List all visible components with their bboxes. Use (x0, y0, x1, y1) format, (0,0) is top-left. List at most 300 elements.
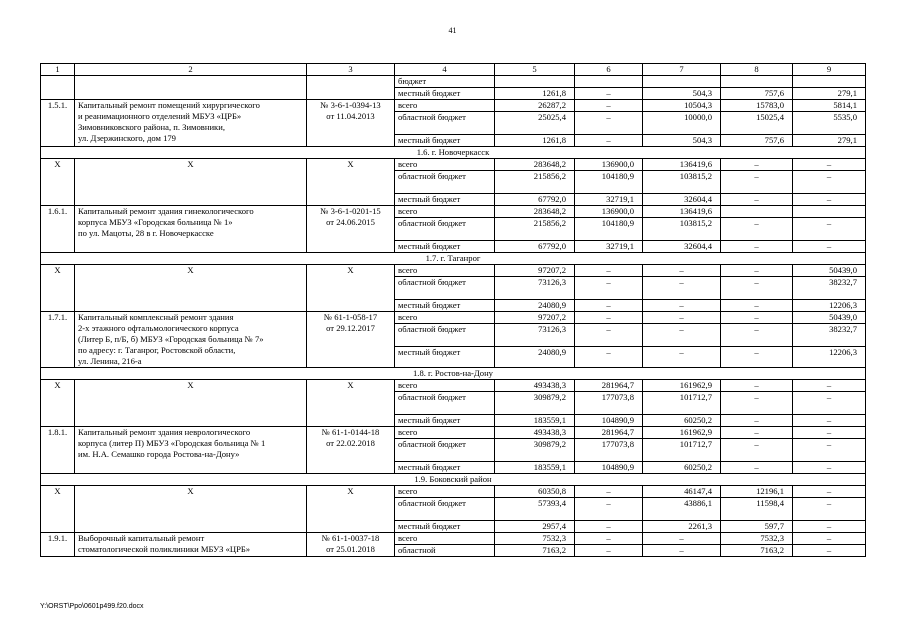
value-cell (575, 265, 643, 312)
funding-type: областной бюджет (395, 323, 494, 346)
section-title: 1.9. Боковский район (41, 474, 866, 486)
value: – (721, 193, 792, 205)
value: – (721, 299, 792, 311)
value-cell (643, 76, 721, 100)
value: – (721, 391, 792, 414)
value-cell (721, 76, 793, 100)
column-header: 9 (793, 64, 866, 76)
value-cell (575, 206, 643, 253)
funding-type-cell (395, 380, 495, 427)
value: 279,1 (793, 87, 865, 99)
value: 26287,2 (538, 100, 566, 110)
value-cell (721, 486, 793, 533)
value-cell (721, 206, 793, 253)
value: 12206,3 (793, 299, 865, 311)
value-cell (495, 206, 575, 253)
value: 97207,2 (538, 265, 566, 275)
value: – (575, 299, 642, 311)
value: – (754, 312, 759, 322)
page-number: 41 (448, 26, 457, 35)
value: 101712,7 (643, 391, 720, 414)
value: – (793, 217, 865, 240)
value: 60250,2 (643, 414, 720, 426)
value: 104890,9 (575, 461, 642, 473)
document-cell (307, 159, 395, 206)
value: 136419,6 (679, 159, 712, 169)
value: – (754, 427, 759, 437)
value: 10504,3 (684, 100, 712, 110)
value: – (721, 170, 792, 193)
value-cell (495, 427, 575, 474)
value: 101712,7 (643, 438, 720, 461)
value: 1261,8 (495, 87, 574, 99)
value: 11598,4 (721, 497, 792, 520)
value: 757,6 (721, 134, 792, 146)
object-row (41, 100, 866, 147)
document-line: № 61-1-0037-18 (321, 533, 380, 543)
value: 73126,3 (495, 276, 574, 299)
value-cell (793, 265, 866, 312)
document-cell (307, 486, 395, 533)
value: 136419,6 (679, 206, 712, 216)
value: 283648,2 (533, 206, 566, 216)
funding-type: бюджет (398, 76, 427, 86)
value: 32604,4 (643, 193, 720, 205)
funding-type: всего (398, 206, 418, 216)
value-cell (643, 312, 721, 368)
value: 10000,0 (643, 111, 720, 134)
section-row (41, 253, 866, 265)
value: 597,7 (721, 520, 792, 532)
value-cell (793, 427, 866, 474)
budget-table (40, 63, 866, 557)
value: 15025,4 (721, 111, 792, 134)
value: – (754, 380, 759, 390)
value: – (643, 276, 720, 299)
document-line: № 3-6-1-0394-13 (320, 100, 381, 110)
object-name-line: Зимовниковского района, п. Зимовники, (78, 122, 225, 132)
value-cell (575, 380, 643, 427)
document-line: от 24.06.2015 (326, 217, 375, 227)
value-cell (575, 486, 643, 533)
value: – (575, 276, 642, 299)
value: 32604,4 (643, 240, 720, 252)
value: 136900,0 (601, 159, 634, 169)
funding-type: областной (395, 544, 494, 556)
funding-type: местный бюджет (395, 520, 494, 532)
value: 177073,8 (575, 391, 642, 414)
value-cell (721, 159, 793, 206)
value (721, 206, 792, 217)
funding-type-cell (395, 206, 495, 253)
funding-type: областной бюджет (395, 276, 494, 299)
section-row (41, 474, 866, 486)
value: 60350,8 (538, 486, 566, 496)
value: – (793, 520, 865, 532)
value: – (643, 323, 720, 346)
value: 103815,2 (643, 217, 720, 240)
value: – (575, 323, 642, 346)
funding-type: областной бюджет (395, 497, 494, 520)
value-cell (793, 159, 866, 206)
value: 215856,2 (495, 170, 574, 193)
value: – (793, 461, 865, 473)
funding-type: всего (398, 100, 418, 110)
value: – (793, 544, 865, 556)
object-row (41, 427, 866, 474)
value: – (575, 544, 642, 556)
value: – (721, 323, 792, 346)
object-name-line: Капитальный ремонт здания гинекологического (78, 206, 254, 216)
value: 38232,7 (793, 323, 865, 346)
value-cell (721, 312, 793, 368)
value-cell (721, 100, 793, 147)
value (495, 76, 574, 87)
value: 136900,0 (601, 206, 634, 216)
value: – (606, 486, 611, 496)
object-name-cell (75, 380, 307, 427)
value (643, 76, 720, 87)
document-cell (307, 312, 395, 368)
value-cell (643, 533, 721, 557)
value-cell (575, 533, 643, 557)
document-line: от 25.01.2018 (326, 544, 375, 554)
object-name-line: и реанимационного отделений МБУЗ «ЦРБ» (78, 111, 242, 121)
value-cell (643, 427, 721, 474)
value: 2957,4 (495, 520, 574, 532)
value: – (721, 346, 792, 358)
value: 60250,2 (643, 461, 720, 473)
column-header: 1 (41, 64, 75, 76)
funding-type: областной бюджет (395, 438, 494, 461)
value: – (721, 461, 792, 473)
column-header: 2 (75, 64, 307, 76)
value-cell (643, 486, 721, 533)
funding-type: всего (398, 159, 418, 169)
subtotal-row (41, 265, 866, 312)
column-header: 4 (395, 64, 495, 76)
value-cell (575, 76, 643, 100)
value: 281964,7 (601, 380, 634, 390)
value-cell (495, 159, 575, 206)
funding-type: областной бюджет (395, 391, 494, 414)
column-header: 7 (643, 64, 721, 76)
value: – (679, 533, 684, 543)
value-cell (793, 312, 866, 368)
value: 104180,9 (575, 170, 642, 193)
value: 67792,0 (495, 240, 574, 252)
object-name-line: X (187, 265, 194, 275)
value: – (793, 170, 865, 193)
funding-type: областной бюджет (395, 217, 494, 240)
value-cell (643, 380, 721, 427)
value-cell (575, 427, 643, 474)
value: – (679, 265, 684, 275)
value-cell (575, 159, 643, 206)
value: 73126,3 (495, 323, 574, 346)
value: 504,3 (643, 87, 720, 99)
value: – (826, 380, 832, 390)
value: 24080,9 (495, 299, 574, 311)
section-row (41, 147, 866, 159)
column-header: 8 (721, 64, 793, 76)
object-name-cell (75, 100, 307, 147)
object-row (41, 206, 866, 253)
value-cell (793, 486, 866, 533)
object-name-line: корпуса (литер П) МБУЗ «Городская больница № 1 (78, 438, 266, 448)
funding-type: местный бюджет (395, 414, 494, 426)
value: 38232,7 (793, 276, 865, 299)
value-cell (643, 100, 721, 147)
value-cell (721, 380, 793, 427)
document-line: от 22.02.2018 (326, 438, 375, 448)
value: 757,6 (721, 87, 792, 99)
document-line: X (347, 380, 354, 390)
row-id-cell: 1.9.1. (41, 533, 75, 557)
object-name-line: X (187, 159, 194, 169)
continuation-row (41, 76, 866, 100)
document-cell (307, 427, 395, 474)
value: 279,1 (793, 134, 865, 146)
document-line: № 61-1-0144-18 (321, 427, 380, 437)
object-name-line: X (187, 486, 194, 496)
value: 24080,9 (495, 346, 574, 358)
object-name-cell (75, 76, 307, 100)
subtotal-row (41, 486, 866, 533)
value: – (721, 438, 792, 461)
funding-type-cell (395, 312, 495, 368)
document-cell (307, 100, 395, 147)
value: – (643, 544, 720, 556)
value: 7163,2 (721, 544, 792, 556)
value-cell (495, 486, 575, 533)
funding-type: местный бюджет (395, 240, 494, 252)
value: 1261,8 (495, 134, 574, 146)
object-name-cell (75, 427, 307, 474)
object-name-line: корпуса МБУЗ «Городская больница № 1» (78, 217, 233, 227)
value: – (826, 533, 832, 543)
value-cell (721, 533, 793, 557)
value-cell (575, 312, 643, 368)
object-name-line: Выборочный капитальный ремонт (78, 533, 205, 543)
value: – (606, 533, 611, 543)
value: – (826, 486, 832, 496)
value: – (793, 414, 865, 426)
row-id-cell: 1.5.1. (41, 100, 75, 147)
value-cell (643, 206, 721, 253)
object-name-line: им. Н.А. Семашко города Ростова-на-Дону» (78, 449, 240, 459)
object-row (41, 533, 866, 557)
object-name-line: ул. Дзержинского, дом 179 (78, 133, 176, 143)
funding-type-cell (395, 100, 495, 147)
document-line: X (347, 265, 354, 275)
column-header: 6 (575, 64, 643, 76)
document-line: № 61-1-058-17 (323, 312, 378, 322)
column-number-row (41, 64, 866, 76)
value: – (575, 87, 642, 99)
file-path-footer: Y:\ORST\Ppo\0601p499.f20.docx (40, 603, 144, 610)
value: 493438,3 (533, 380, 566, 390)
value: – (575, 346, 642, 358)
value: 7532,3 (542, 533, 566, 543)
value: 283648,2 (533, 159, 566, 169)
row-id-cell: X (41, 486, 75, 533)
value: 50439,0 (829, 312, 857, 322)
document-cell (307, 380, 395, 427)
object-name-line: по ул. Мацоты, 28 в г. Новочеркасске (78, 228, 214, 238)
value: 15783,0 (756, 100, 784, 110)
value: 32719,1 (575, 193, 642, 205)
object-name-line: 2-х этажного офтальмологического корпуса (78, 323, 239, 333)
value-cell (495, 312, 575, 368)
value-cell (575, 100, 643, 147)
funding-type-cell (395, 533, 495, 557)
funding-type: всего (398, 380, 418, 390)
document-cell (307, 76, 395, 100)
value: – (721, 276, 792, 299)
funding-type: всего (398, 533, 418, 543)
object-row (41, 312, 866, 368)
value: 504,3 (643, 134, 720, 146)
document-line: X (347, 159, 354, 169)
value: 161962,9 (679, 427, 712, 437)
section-title: 1.6. г. Новочеркасск (41, 147, 866, 159)
column-header: 5 (495, 64, 575, 76)
row-id-cell: X (41, 159, 75, 206)
value-cell (793, 380, 866, 427)
value: – (793, 193, 865, 205)
value (575, 76, 642, 87)
value: – (826, 427, 832, 437)
object-name-line: ул. Ленина, 216-а (78, 356, 142, 366)
funding-type: местный бюджет (395, 87, 494, 99)
funding-type: областной бюджет (395, 170, 494, 193)
value: 32719,1 (575, 240, 642, 252)
document-line: № 3-6-1-0201-15 (320, 206, 381, 216)
object-name-line: Капитальный комплексный ремонт здания (78, 312, 234, 322)
subtotal-row (41, 159, 866, 206)
value-cell (643, 265, 721, 312)
row-id-cell (41, 76, 75, 100)
value: – (643, 299, 720, 311)
value: 50439,0 (829, 265, 857, 275)
object-name-line: (Литер Б, п/Б, б) МБУЗ «Городская больница № 7» (78, 334, 264, 344)
funding-type-cell (395, 486, 495, 533)
value: 7532,3 (760, 533, 784, 543)
value: 177073,8 (575, 438, 642, 461)
value: 493438,3 (533, 427, 566, 437)
value-cell (643, 159, 721, 206)
value-cell (495, 76, 575, 100)
row-id-cell: X (41, 265, 75, 312)
value: – (793, 240, 865, 252)
value: 67792,0 (495, 193, 574, 205)
document-line: от 29.12.2017 (326, 323, 375, 333)
value: 183559,1 (495, 461, 574, 473)
value: – (721, 217, 792, 240)
row-id-cell: 1.7.1. (41, 312, 75, 368)
value-cell (793, 100, 866, 147)
value: 5814,1 (833, 100, 857, 110)
value (793, 206, 865, 217)
value (721, 76, 792, 87)
value: 161962,9 (679, 380, 712, 390)
value: 12206,3 (793, 346, 865, 358)
value: – (643, 346, 720, 358)
row-id-cell: 1.8.1. (41, 427, 75, 474)
value: 281964,7 (601, 427, 634, 437)
funding-type: местный бюджет (395, 193, 494, 205)
funding-type: местный бюджет (395, 461, 494, 473)
funding-type: всего (398, 486, 418, 496)
funding-type: всего (398, 265, 418, 275)
object-name-cell (75, 312, 307, 368)
value: 309879,2 (495, 438, 574, 461)
value: – (793, 497, 865, 520)
value: – (793, 391, 865, 414)
value: 57393,4 (495, 497, 574, 520)
document-cell (307, 533, 395, 557)
document-line: X (347, 486, 354, 496)
value: 183559,1 (495, 414, 574, 426)
object-name-cell (75, 159, 307, 206)
value: 97207,2 (538, 312, 566, 322)
funding-type: областной бюджет (395, 111, 494, 134)
value: 25025,4 (495, 111, 574, 134)
value: – (575, 497, 642, 520)
value: 215856,2 (495, 217, 574, 240)
value: – (606, 312, 611, 322)
value: – (606, 265, 611, 275)
object-name-cell (75, 533, 307, 557)
value: – (679, 312, 684, 322)
value (793, 76, 865, 87)
value: 2261,3 (643, 520, 720, 532)
value: – (754, 159, 759, 169)
value-cell (793, 76, 866, 100)
funding-type-cell (395, 159, 495, 206)
value: 309879,2 (495, 391, 574, 414)
value: – (721, 414, 792, 426)
object-name-cell (75, 486, 307, 533)
value: 104180,9 (575, 217, 642, 240)
value: – (721, 240, 792, 252)
value: 12196,1 (756, 486, 784, 496)
value: – (754, 265, 759, 275)
subtotal-row (41, 380, 866, 427)
funding-type: всего (398, 427, 418, 437)
section-row (41, 368, 866, 380)
value: 46147,4 (684, 486, 712, 496)
funding-type: местный бюджет (395, 134, 494, 146)
section-title: 1.8. г. Ростов-на-Дону (41, 368, 866, 380)
value-cell (793, 206, 866, 253)
object-name-line: Капитальный ремонт помещений хирургического (78, 100, 260, 110)
funding-type: всего (398, 312, 418, 322)
document-line: от 11.04.2013 (326, 111, 375, 121)
value-cell (495, 533, 575, 557)
document-cell (307, 206, 395, 253)
funding-type-cell (395, 265, 495, 312)
value-cell (495, 100, 575, 147)
value-cell (793, 533, 866, 557)
value: 43886,1 (643, 497, 720, 520)
row-id-cell: X (41, 380, 75, 427)
funding-type-cell (395, 76, 495, 100)
value: – (826, 159, 832, 169)
value: 7163,2 (495, 544, 574, 556)
column-header: 3 (307, 64, 395, 76)
